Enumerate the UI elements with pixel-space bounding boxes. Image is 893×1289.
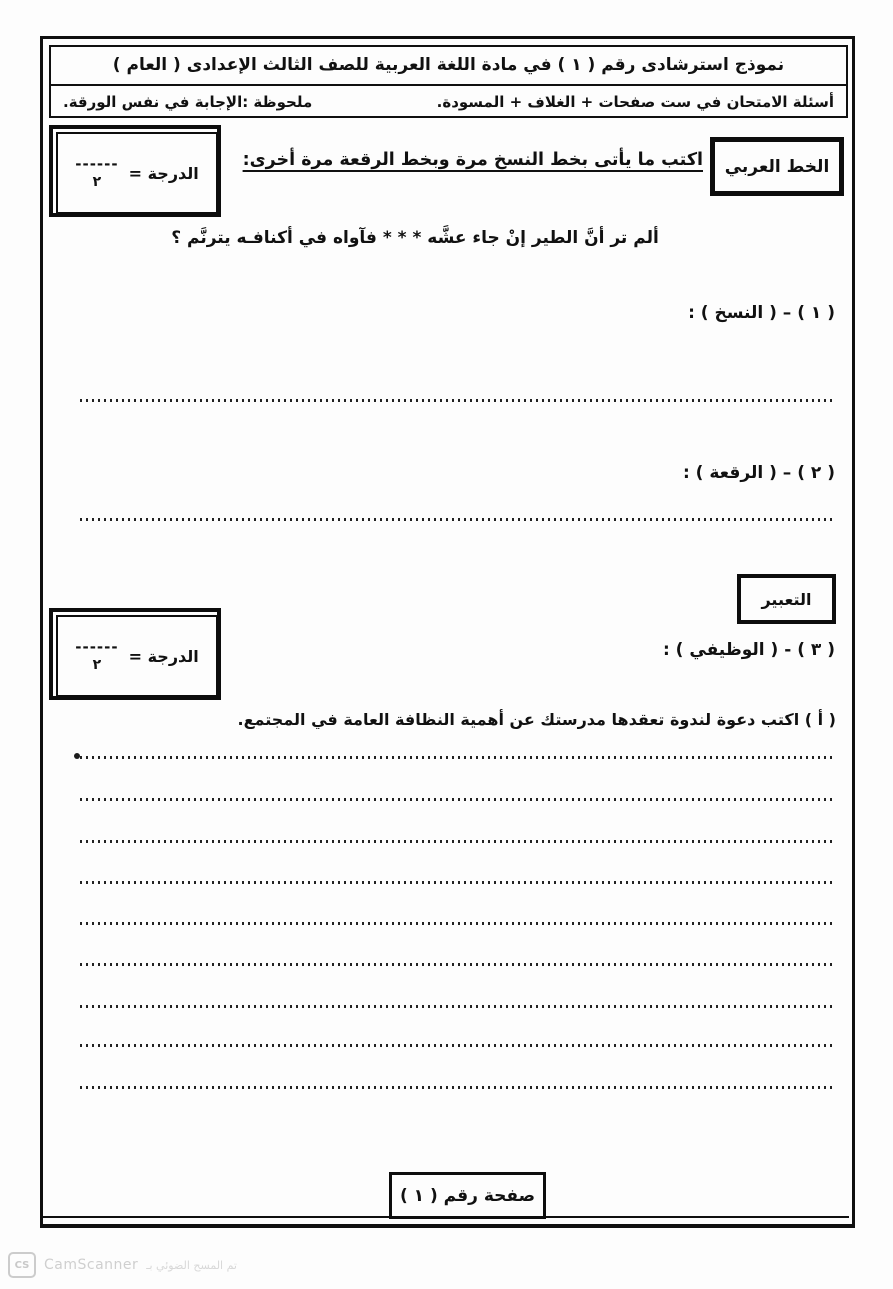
page-number-box: صفحة رقم ( ١ ) (389, 1172, 546, 1219)
exam-pages-note: أسئلة الامتحان في ست صفحات + الغلاف + المسودة. (436, 93, 834, 111)
score-label: الدرجة = (128, 163, 199, 183)
camscanner-arabic-caption: تم المسح الضوئي بـ (146, 1258, 237, 1272)
score-blank: ------ (75, 154, 119, 173)
score-box-calligraphy (49, 125, 221, 217)
poetry-verse: ألم تر أنَّ الطير إنْ جاء عشَّه * * * فآواه في أكنافـه يترنَّم ؟ (171, 228, 659, 248)
answer-location-note: ملحوظة :الإجابة في نفس الورقة. (63, 93, 313, 111)
answer-dotted-line (80, 518, 836, 521)
item-naskh-label: ( ١ ) – ( النسخ ) : (688, 303, 835, 323)
camscanner-watermark (8, 1252, 237, 1278)
score-max: ٢ (92, 657, 102, 674)
answer-dotted-line (80, 963, 836, 966)
answer-dotted-line (80, 1044, 836, 1047)
score-label: الدرجة = (128, 646, 199, 666)
answer-dotted-line (80, 922, 836, 925)
answer-dotted-line (80, 1005, 836, 1008)
score-box-inner (56, 132, 218, 214)
score-box-expression (49, 608, 221, 700)
answer-dotted-line (80, 756, 836, 759)
answer-dotted-line (80, 399, 836, 402)
camscanner-name: CamScanner (44, 1257, 139, 1273)
item-ruqaa-label: ( ٢ ) – ( الرقعة ) : (682, 463, 835, 483)
section-badge-calligraphy: الخط العربي (710, 137, 844, 196)
score-blank: ------ (75, 637, 119, 656)
camscanner-icon: CS (8, 1252, 36, 1278)
answer-dotted-line (80, 1086, 836, 1089)
header (49, 45, 848, 118)
score-fraction (75, 156, 118, 191)
answer-dotted-line (80, 798, 836, 801)
answer-dotted-line (80, 881, 836, 884)
header-info-row (51, 86, 846, 118)
question-a-prompt: ( أ ) اكتب دعوة لندوة تعقدها مدرستك عن أهمية النظافة العامة في المجتمع. (237, 710, 836, 729)
answer-dotted-line (80, 840, 836, 843)
score-fraction (75, 639, 118, 674)
calligraphy-instruction: اكتب ما يأتى بخط النسخ مرة وبخط الرقعة مرة أخرى: (242, 150, 703, 170)
score-max: ٢ (92, 174, 102, 191)
question3-label: ( ٣ ) - ( الوظيفي ) : (662, 640, 835, 660)
score-box-inner (56, 615, 218, 697)
section-badge-expression: التعبير (737, 574, 836, 624)
exam-title: نموذج استرشادى رقم ( ١ ) في مادة اللغة العربية للصف الثالث الإعدادى ( العام ) (51, 47, 846, 86)
